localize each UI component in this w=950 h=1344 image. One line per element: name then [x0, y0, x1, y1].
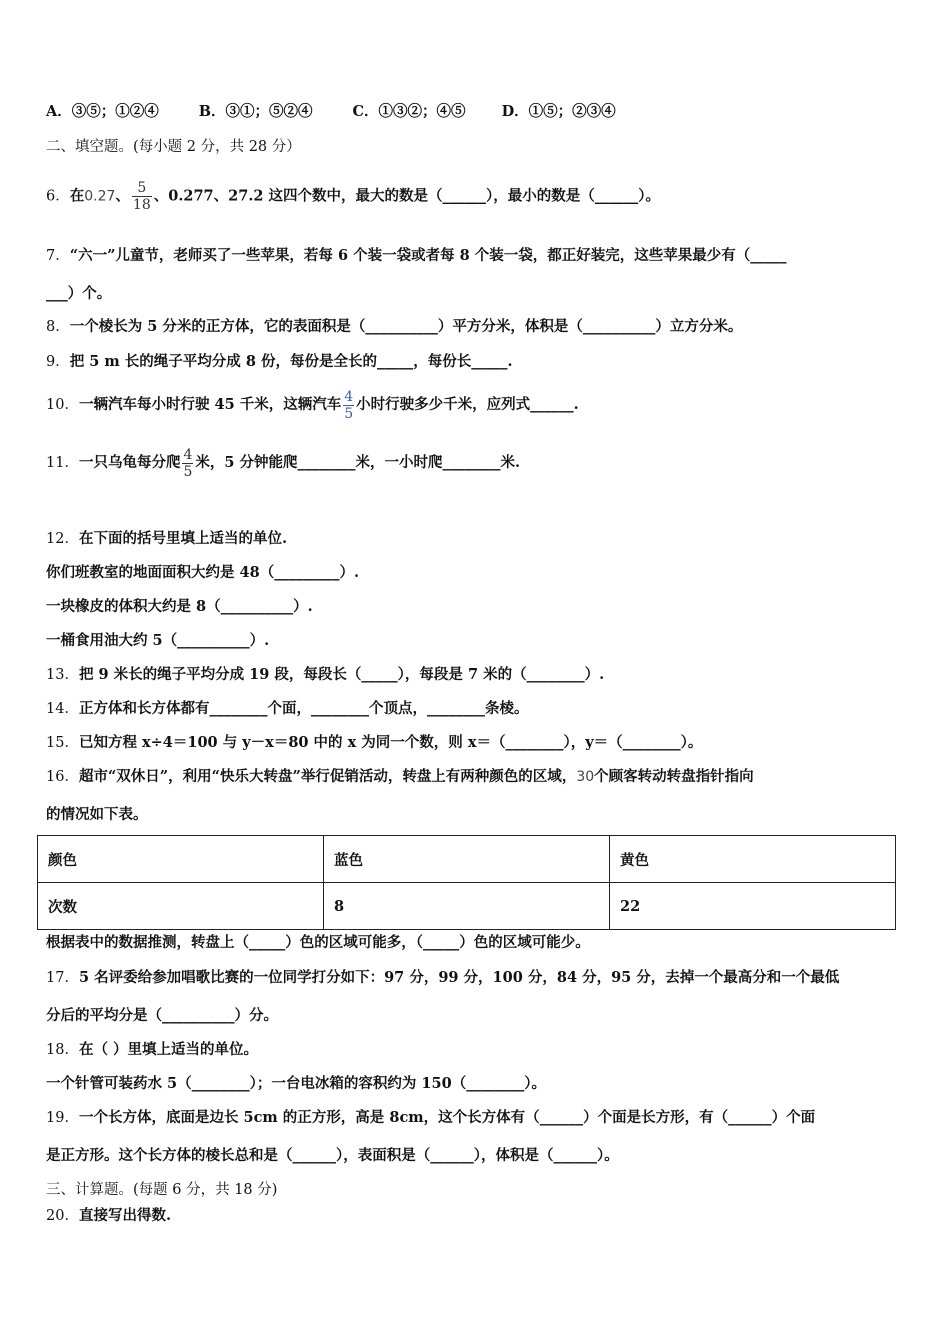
- question-number: 8．: [46, 319, 70, 335]
- question-20: 20．直接写出得数.: [46, 1207, 172, 1224]
- question-16: 16．超市“双休日”，利用“快乐大转盘”举行促销活动，转盘上有两种颜色的区域，30个顾客转动转盘指针指向: [46, 768, 754, 785]
- question-number: 20．: [46, 1208, 79, 1224]
- table-cell: 蓝色: [324, 836, 610, 883]
- question-number: 16．: [46, 769, 79, 785]
- question-number: 15．: [46, 735, 79, 751]
- question-17: 17．5 名评委给参加唱歌比赛的一位同学打分如下：97 分，99 分，100 分，84 分，95 分，去掉一个最高分和一个最低: [46, 969, 840, 986]
- table-cell: 22: [610, 883, 896, 930]
- question-13: 13．把 9 米长的绳子平均分成 19 段，每段长（_____），每段是 7 米的（________）.: [46, 666, 605, 683]
- question-18-item: 一个针管可装药水 5（________）；一台电冰箱的容积约为 150（________）。: [46, 1075, 546, 1092]
- question-9: 9．把 5 m 长的绳子平均分成 8 份，每份是全长的_____，每份长_____.: [46, 353, 513, 370]
- question-7-cont: ___）个。: [46, 285, 112, 302]
- question-19-cont: 是正方形。这个长方体的棱长总和是（______），表面积是（______），体积是（______）。: [46, 1147, 619, 1164]
- question-6: 6．在0.27、 $\frac{5}{18}$ 、0.277、27.2 这四个数中，最大的数是（______），最小的数是（______）。: [46, 180, 661, 213]
- data-table: [37, 835, 896, 930]
- question-12-item: 一块橡皮的体积大约是 8（__________）.: [46, 598, 313, 615]
- question-number: 7．: [46, 248, 70, 264]
- table-cell: 黄色: [610, 836, 896, 883]
- table-cell: 8: [324, 883, 610, 930]
- option-b: B．③①；⑤②④: [198, 103, 313, 120]
- question-number: 13．: [46, 667, 79, 683]
- question-12-item: 你们班教室的地面面积大约是 48（_________）.: [46, 564, 360, 581]
- question-14: 14．正方体和长方体都有________个面，________个顶点，________条棱。: [46, 700, 529, 717]
- question-10: 10．一辆汽车每小时行驶 45 千米，这辆汽车 $\frac{4}{5}$ 小时行驶多少千米，应列式______.: [46, 388, 579, 422]
- question-number: 19．: [46, 1110, 79, 1126]
- question-19: 19．一个长方体，底面是边长 5cm 的正方形，高是 8cm，这个长方体有（______）个面是长方形，有（______）个面: [46, 1109, 816, 1126]
- table-row: [38, 836, 896, 883]
- question-number: 6．: [46, 188, 70, 205]
- question-18: 18．在（ ）里填上适当的单位。: [46, 1041, 259, 1058]
- question-number: 17．: [46, 970, 79, 986]
- question-number: 18．: [46, 1042, 79, 1058]
- table-row: [38, 883, 896, 930]
- fraction: $\frac{4}{5}$: [183, 446, 193, 480]
- table-cell: 颜色: [38, 836, 324, 883]
- option-a: A．③⑤；①②④: [46, 103, 159, 120]
- fraction: $\frac{5}{18}$: [132, 180, 151, 213]
- question-number: 9．: [46, 354, 70, 370]
- question-16-after: 根据表中的数据推测，转盘上（_____）色的区域可能多，（_____）色的区域可能少。: [46, 934, 590, 951]
- question-16-cont: 的情况如下表。: [46, 806, 148, 823]
- question-8: 8．一个棱长为 5 分米的正方体，它的表面积是（__________）平方分米，体积是（__________）立方分米。: [46, 318, 743, 335]
- option-c: C．①③②；④⑤: [352, 103, 466, 120]
- repeating-decimal: 0.27: [84, 188, 116, 205]
- question-number: 11．: [46, 455, 79, 471]
- option-d: D．①⑤；②③④: [501, 103, 616, 120]
- table-cell: 次数: [38, 883, 324, 930]
- options-row: [46, 102, 616, 122]
- question-number: 10．: [46, 397, 79, 413]
- fraction: $\frac{4}{5}$: [344, 388, 354, 422]
- question-11: 11．一只乌龟每分爬 $\frac{4}{5}$ 米，5 分钟能爬________米，一小时爬________米.: [46, 446, 521, 480]
- question-15: 15．已知方程 x÷4＝100 与 y－x＝80 中的 x 为同一个数，则 x＝（________），y＝（________）。: [46, 734, 703, 751]
- question-17-cont: 分后的平均分是（__________）分。: [46, 1007, 278, 1024]
- question-12-item: 一桶食用油大约 5（__________）.: [46, 632, 270, 649]
- section-2-heading: 二、填空题。(每小题 2 分，共 28 分）: [46, 139, 301, 155]
- question-12: 12．在下面的括号里填上适当的单位.: [46, 530, 287, 547]
- section-3-heading: 三、计算题。(每题 6 分，共 18 分): [46, 1182, 278, 1198]
- question-7: 7．“六一”儿童节，老师买了一些苹果，若每 6 个装一袋或者每 8 个装一袋，都正好装完，这些苹果最少有（_____: [46, 247, 787, 264]
- question-number: 12．: [46, 531, 79, 547]
- question-number: 14．: [46, 701, 79, 717]
